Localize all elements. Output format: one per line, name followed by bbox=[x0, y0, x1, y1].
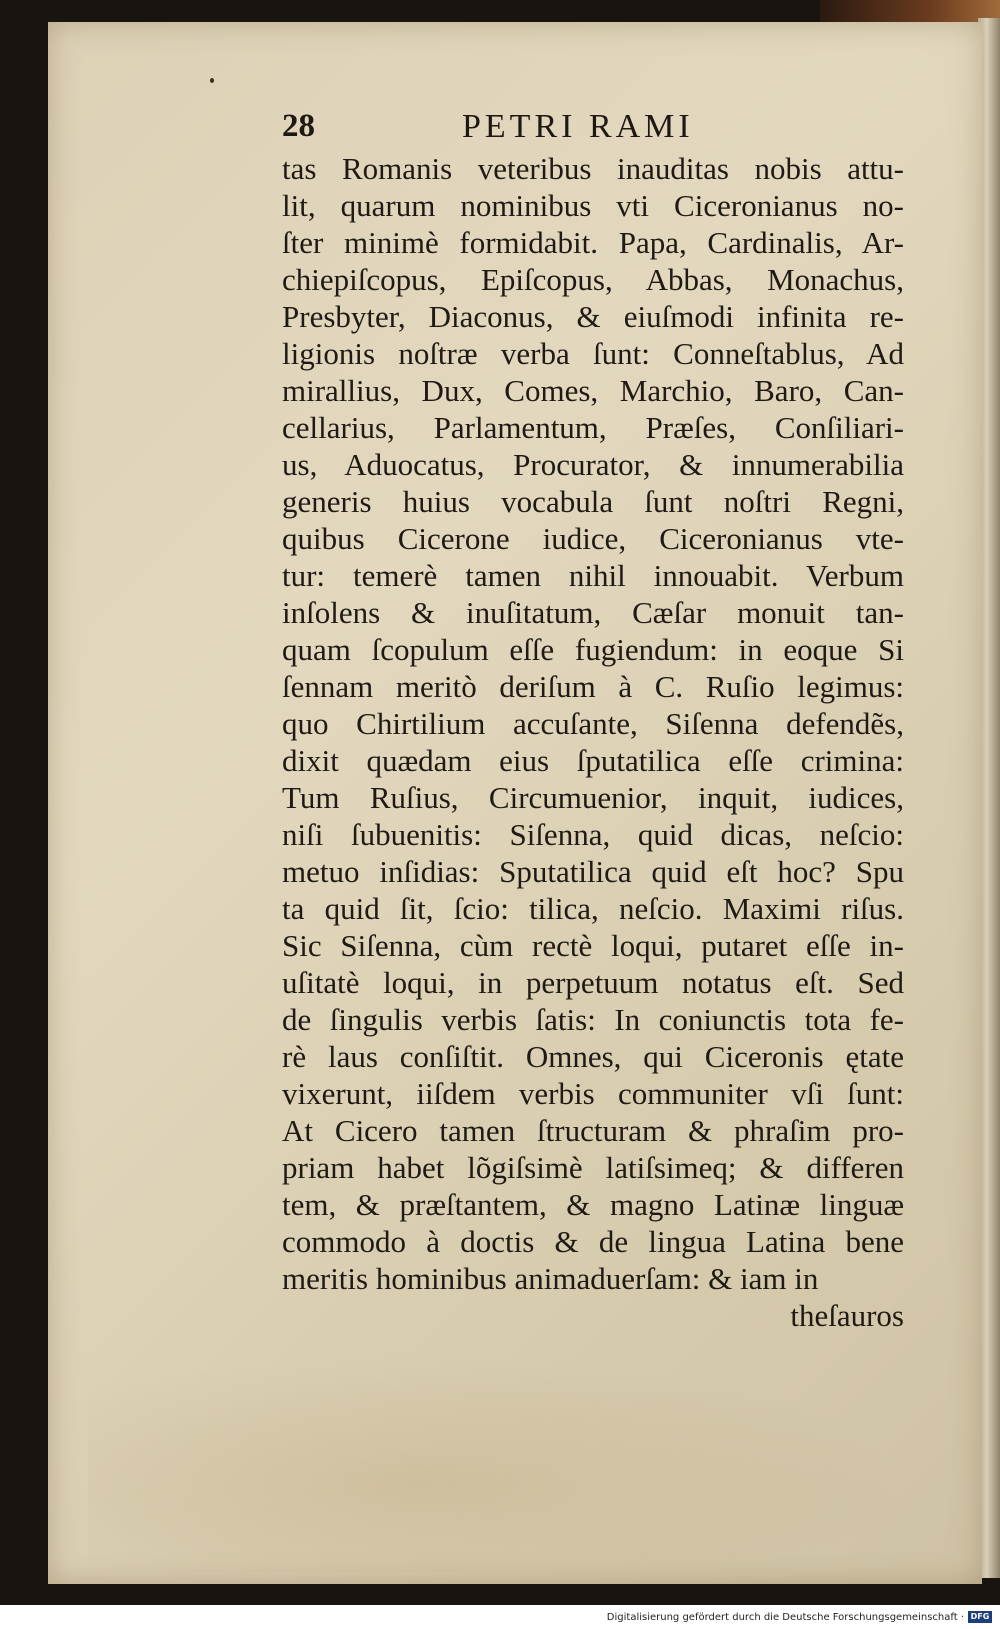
text-line: ligionis noſtræ verba ſunt: Conneſtablus, Ad bbox=[282, 336, 904, 371]
text-line: tas Romanis veteribus inauditas nobis attu- bbox=[282, 151, 904, 186]
page-number: 28 bbox=[282, 108, 315, 144]
text-line: niſi ſubuenitis: Siſenna, quid dicas, neſcio: bbox=[282, 817, 904, 852]
text-line: chiepiſcopus, Epiſcopus, Abbas, Monachus, bbox=[282, 262, 904, 297]
page-header bbox=[282, 108, 762, 148]
text-line: Tum Ruſius, Circumuenior, inquit, iudices, bbox=[282, 780, 904, 815]
text-line: tur: temerè tamen nihil innouabit. Verbum bbox=[282, 558, 904, 593]
catchword: theſauros bbox=[790, 1298, 904, 1333]
text-line: us, Aduocatus, Procurator, & innumerabilia bbox=[282, 447, 904, 482]
text-line: vixerunt, iiſdem verbis communiter vſi ſunt: bbox=[282, 1076, 904, 1111]
running-title: PETRI RAMI bbox=[462, 108, 694, 145]
funding-credit: Digitalisierung gefördert durch die Deutsche Forschungsgemeinschaft · bbox=[606, 1612, 964, 1623]
text-line: quibus Cicerone iudice, Ciceronianus vte- bbox=[282, 521, 904, 556]
binding-edge bbox=[820, 0, 1000, 24]
text-line: Sic Siſenna, cùm rectè loqui, putaret eſſe in- bbox=[282, 928, 904, 963]
paper-stain bbox=[88, 1352, 908, 1572]
text-line: commodo à doctis & de lingua Latina bene bbox=[282, 1224, 904, 1259]
text-line: metuo inſidias: Sputatilica quid eſt hoc? Spu bbox=[282, 854, 904, 889]
text-line: cellarius, Parlamentum, Præſes, Conſiliari- bbox=[282, 410, 904, 445]
text-line: generis huius vocabula ſunt noſtri Regni, bbox=[282, 484, 904, 519]
text-line: de ſingulis verbis ſatis: In coniunctis tota fe- bbox=[282, 1002, 904, 1037]
text-line: quam ſcopulum eſſe fugiendum: in eoque Si bbox=[282, 632, 904, 667]
text-line: At Cicero tamen ſtructuram & phraſim pro- bbox=[282, 1113, 904, 1148]
text-line: meritis hominibus animaduerſam: & iam in bbox=[282, 1261, 819, 1296]
text-line: ſennam meritò deriſum à C. Ruſio legimus: bbox=[282, 669, 904, 704]
text-line: mirallius, Dux, Comes, Marchio, Baro, Can- bbox=[282, 373, 904, 408]
dfg-logo: DFG bbox=[968, 1611, 992, 1623]
text-line: Presbyter, Diaconus, & eiuſmodi infinita re- bbox=[282, 299, 904, 334]
text-line: dixit quædam eius ſputatilica eſſe crimina: bbox=[282, 743, 904, 778]
text-line: priam habet lõgiſsimè latiſsimeq; & differen bbox=[282, 1150, 904, 1185]
text-line: inſolens & inuſitatum, Cæſar monuit tan- bbox=[282, 595, 904, 630]
text-line: quo Chirtilium accuſante, Siſenna defendẽs, bbox=[282, 706, 904, 741]
text-line: ta quid ſit, ſcio: tilica, neſcio. Maximi riſus. bbox=[282, 891, 904, 926]
text-line: ſter minimè formidabit. Papa, Cardinalis, Ar- bbox=[282, 225, 904, 260]
text-line: lit, quarum nominibus vti Ciceronianus no- bbox=[282, 188, 904, 223]
text-line: uſitatè loqui, in perpetuum notatus eſt. Sed bbox=[282, 965, 904, 1000]
body-text bbox=[282, 150, 904, 1334]
text-line: tem, & præſtantem, & magno Latinæ linguæ bbox=[282, 1187, 904, 1222]
ink-speck bbox=[210, 78, 214, 83]
text-line: rè laus conſiſtit. Omnes, qui Ciceronis ętate bbox=[282, 1039, 904, 1074]
